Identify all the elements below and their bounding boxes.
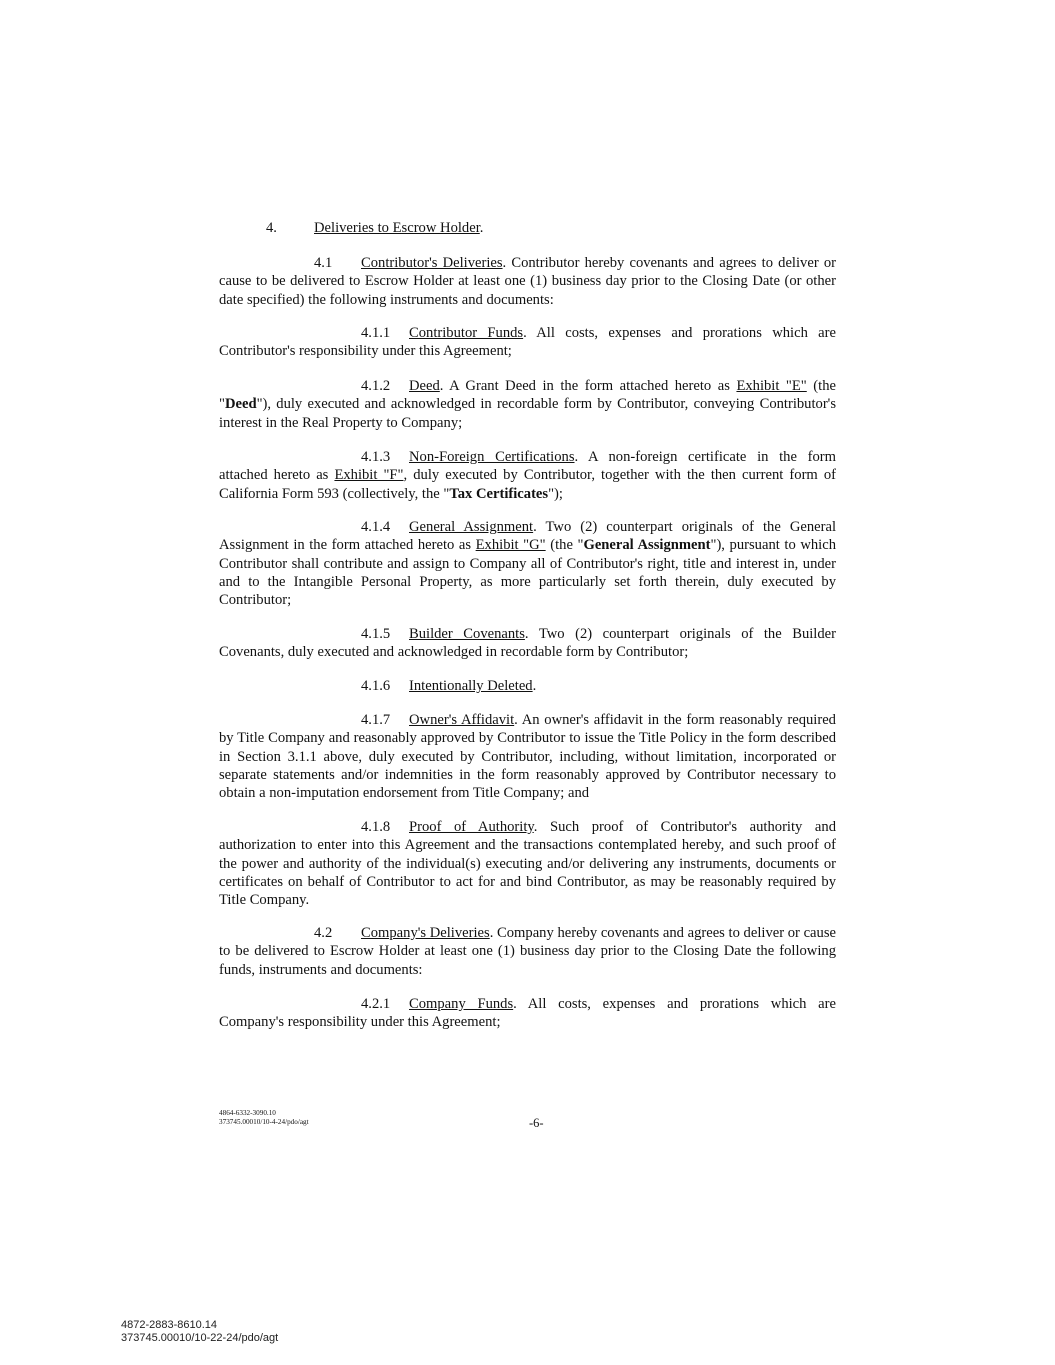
exhibit-reference: Exhibit "G" — [475, 537, 546, 554]
clause-number: 4.2.1 — [361, 996, 391, 1012]
page-number: -6- — [529, 1116, 544, 1130]
paragraph-4-1-4: 4.1.4 General Assignment. Two (2) counterpart originals of the General Assignment in the form attached hereto as Exhibit "G" (the "General Assignment"), pursuant to which Contributor shall contribute and assign to Company all of Contributor's right, title and interest in, under and to the Intangible Personal Property, as more particularly set forth therein, duly executed by Contributor; — [219, 519, 836, 609]
bottom-doc-number: 4872-2883-8610.14 — [121, 1319, 218, 1331]
clause-text: . Such proof of Contributor's authority and authorization to enter into this Agreement and the transactions contemplated hereby, and such proof of the power and authority of the individual(s) executing and/or delivering any instruments, documents or certificates on behalf of Contributor to act for and bind Contributor, as may be reasonably required by Title Company. — [219, 819, 836, 909]
clause-number: 4.1.7 — [361, 712, 391, 728]
clause-title: Contributor Funds — [409, 325, 524, 341]
clause-title: Builder Covenants — [409, 626, 525, 642]
clause-number: 4.1.5 — [361, 626, 391, 642]
section-title: Deliveries to Escrow Holder — [314, 220, 480, 236]
clause-text: . Contributor hereby covenants and agrees to deliver or cause to be delivered to Escrow Holder at least one (1) business day prior to the Closing Date (or other date specified) the following instruments and documents: — [219, 255, 836, 308]
clause-title: Deed — [409, 378, 440, 394]
clause-title: Proof of Authority — [409, 819, 534, 835]
paragraph-4-1-8 — [219, 818, 836, 909]
paragraph-4-2 — [219, 924, 836, 979]
clause-number: 4.2 — [314, 925, 333, 941]
clause-text: . All costs, expenses and prorations which are Contributor's responsibility under this Agreement; — [219, 325, 837, 360]
defined-term: General Assignment — [583, 537, 711, 554]
paragraph-4-1-2: 4.1.2 Deed. A Grant Deed in the form attached hereto as Exhibit "E" (the "Deed"), duly executed and acknowledged in recordable form by Contributor, conveying Contributor's interest in the Real Property to Company; — [219, 378, 836, 431]
doc-number: 4864-6332-3090.10 — [219, 1109, 276, 1117]
clause-text: . All costs, expenses and prorations which are Company's responsibility under this Agreement; — [219, 996, 836, 1031]
clause-title: Owner's Affidavit — [409, 712, 515, 728]
paragraph-4-1-7 — [219, 711, 836, 802]
document-id-footer — [219, 1109, 309, 1126]
paragraph-4-1-6 — [219, 677, 836, 695]
exhibit-reference: Exhibit "E" — [736, 378, 807, 394]
paragraph-4-1-5 — [219, 625, 836, 662]
clause-title: Company Funds — [409, 996, 514, 1012]
clause-title: Non-Foreign Certifications — [409, 449, 575, 465]
paragraph-4-2-1 — [219, 995, 836, 1032]
clause-text: . Company hereby covenants and agrees to deliver or cause to be delivered to Escrow Holder at least one (1) business day prior to the Closing Date the following funds, instruments and documents: — [219, 925, 836, 978]
clause-title: Company's Deliveries — [361, 925, 490, 941]
clause-number: 4.1.2 — [361, 378, 391, 394]
clause-text: . — [532, 678, 537, 694]
paragraph-4-1-1 — [219, 324, 836, 361]
paragraph-4-1 — [219, 254, 836, 309]
clause-number: 4.1.6 — [361, 678, 391, 694]
document-id-bottom — [121, 1319, 278, 1344]
clause-title: Intentionally Deleted — [409, 678, 533, 694]
clause-number: 4.1.8 — [361, 819, 391, 835]
bottom-doc-path: 373745.00010/10-22-24/pdo/agt — [121, 1331, 279, 1344]
doc-path: 373745.00010/10-4-24/pdo/agt — [219, 1117, 309, 1126]
clause-number: 4.1.3 — [361, 449, 391, 465]
clause-title: General Assignment — [409, 519, 534, 535]
clause-number: 4.1.1 — [361, 325, 391, 341]
paragraph-4-1-3: 4.1.3 Non-Foreign Certifications. A non-foreign certificate in the form attached hereto as Exhibit "F", duly executed by Contributor, together with the then current form of California Form 593 (collectively, the "Tax Certificates"); — [219, 449, 837, 502]
clause-text: . An owner's affidavit in the form reasonably required by Title Company and reasonably approved by Contributor to issue the Title Policy in the form described in Section 3.1.1 above, duly executed by Contributor, including, without limitation, incorporated or separate statements and/or indemnities in the form reasonably approved by Contributor necessary to obtain a non-imputation endorsement from Title Company; and — [219, 712, 836, 802]
defined-term: Tax Certificates — [449, 485, 549, 502]
section-heading-4: 4. Deliveries to Escrow Holder. — [266, 220, 484, 236]
exhibit-reference: Exhibit "F" — [334, 467, 404, 484]
section-number: 4. — [266, 220, 277, 236]
clause-number: 4.1.4 — [361, 519, 391, 535]
defined-term: Deed — [224, 396, 257, 413]
clause-number: 4.1 — [314, 255, 333, 271]
clause-text: . Two (2) counterpart originals of the Builder Covenants, duly executed and acknowledged in recordable form by Contributor; — [219, 626, 836, 661]
clause-title: Contributor's Deliveries — [361, 255, 503, 271]
